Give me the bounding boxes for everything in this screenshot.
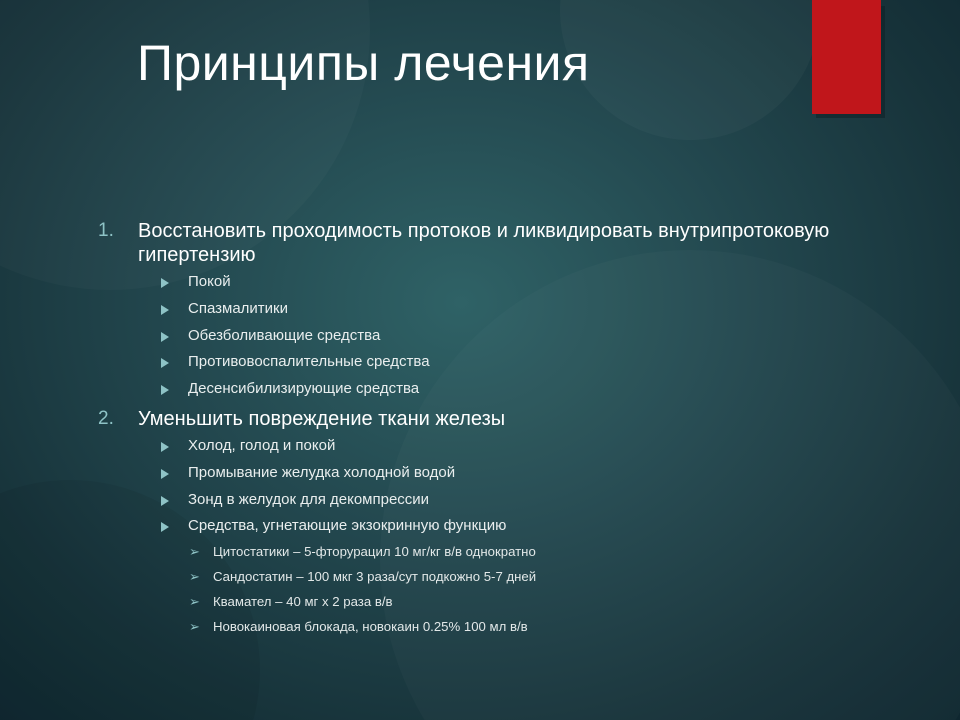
- triangle-bullet-icon: [161, 305, 169, 315]
- sub-item-text: Холод, голод и покой: [188, 436, 336, 454]
- sub-item: [98, 323, 898, 350]
- sub-item: [98, 487, 898, 514]
- chevron-bullet-icon: ➢: [189, 568, 200, 584]
- triangle-bullet-icon: [161, 278, 169, 288]
- triangle-bullet-icon: [161, 442, 169, 452]
- slide-title: Принципы лечения: [137, 35, 590, 91]
- sub-item: [98, 513, 898, 540]
- list-item: [98, 219, 898, 267]
- sub-item: [98, 269, 898, 296]
- sub-sub-item-text: Цитостатики – 5-фторурацил 10 мг/кг в/в однократно: [213, 544, 536, 560]
- triangle-bullet-icon: [161, 522, 169, 532]
- sub-sub-item-text: Новокаиновая блокада, новокаин 0.25% 100 мл в/в: [213, 618, 528, 634]
- sub-item-text: Противовоспалительные средства: [188, 353, 430, 371]
- sub-item-text: Средства, угнетающие экзокринную функцию: [188, 517, 507, 535]
- sub-item-text: Спазмалитики: [188, 299, 288, 317]
- list-item-text: Уменьшить повреждение ткани железы: [138, 407, 506, 430]
- sub-item: [98, 433, 898, 460]
- decor-circle: [560, 0, 820, 140]
- sub-item-text: Зонд в желудок для декомпрессии: [188, 490, 430, 508]
- accent-bar: [812, 0, 881, 114]
- sub-sub-item: [98, 615, 898, 640]
- sub-item-text: Промывание желудка холодной водой: [188, 463, 456, 481]
- sub-sub-item: [98, 565, 898, 590]
- sub-sub-item-text: Сандостатин – 100 мкг 3 раза/сут подкожно 5-7 дней: [213, 568, 537, 584]
- triangle-bullet-icon: [161, 332, 169, 342]
- slide-content: [98, 219, 898, 639]
- triangle-bullet-icon: [161, 496, 169, 506]
- list-number: 2.: [98, 407, 114, 429]
- sub-item: [98, 349, 898, 376]
- sub-sub-item: [98, 540, 898, 565]
- triangle-bullet-icon: [161, 358, 169, 368]
- list-number: 1.: [98, 220, 114, 241]
- sub-item: [98, 296, 898, 323]
- chevron-bullet-icon: ➢: [189, 618, 200, 634]
- sub-sub-item: [98, 590, 898, 615]
- triangle-bullet-icon: [161, 385, 169, 395]
- chevron-bullet-icon: ➢: [189, 593, 200, 609]
- list-item: [98, 407, 898, 431]
- sub-item-text: Обезболивающие средства: [188, 326, 381, 344]
- list-item-text: Восстановить проходимость протоков и ликвидировать внутрипротоковую гипертензию: [138, 220, 830, 266]
- chevron-bullet-icon: ➢: [189, 544, 200, 560]
- sub-item: [98, 460, 898, 487]
- triangle-bullet-icon: [161, 469, 169, 479]
- sub-item-text: Десенсибилизирующие средства: [188, 380, 420, 398]
- sub-item-text: Покой: [188, 273, 231, 290]
- sub-item: [98, 376, 898, 403]
- sub-sub-item-text: Квамател – 40 мг х 2 раза в/в: [213, 593, 393, 609]
